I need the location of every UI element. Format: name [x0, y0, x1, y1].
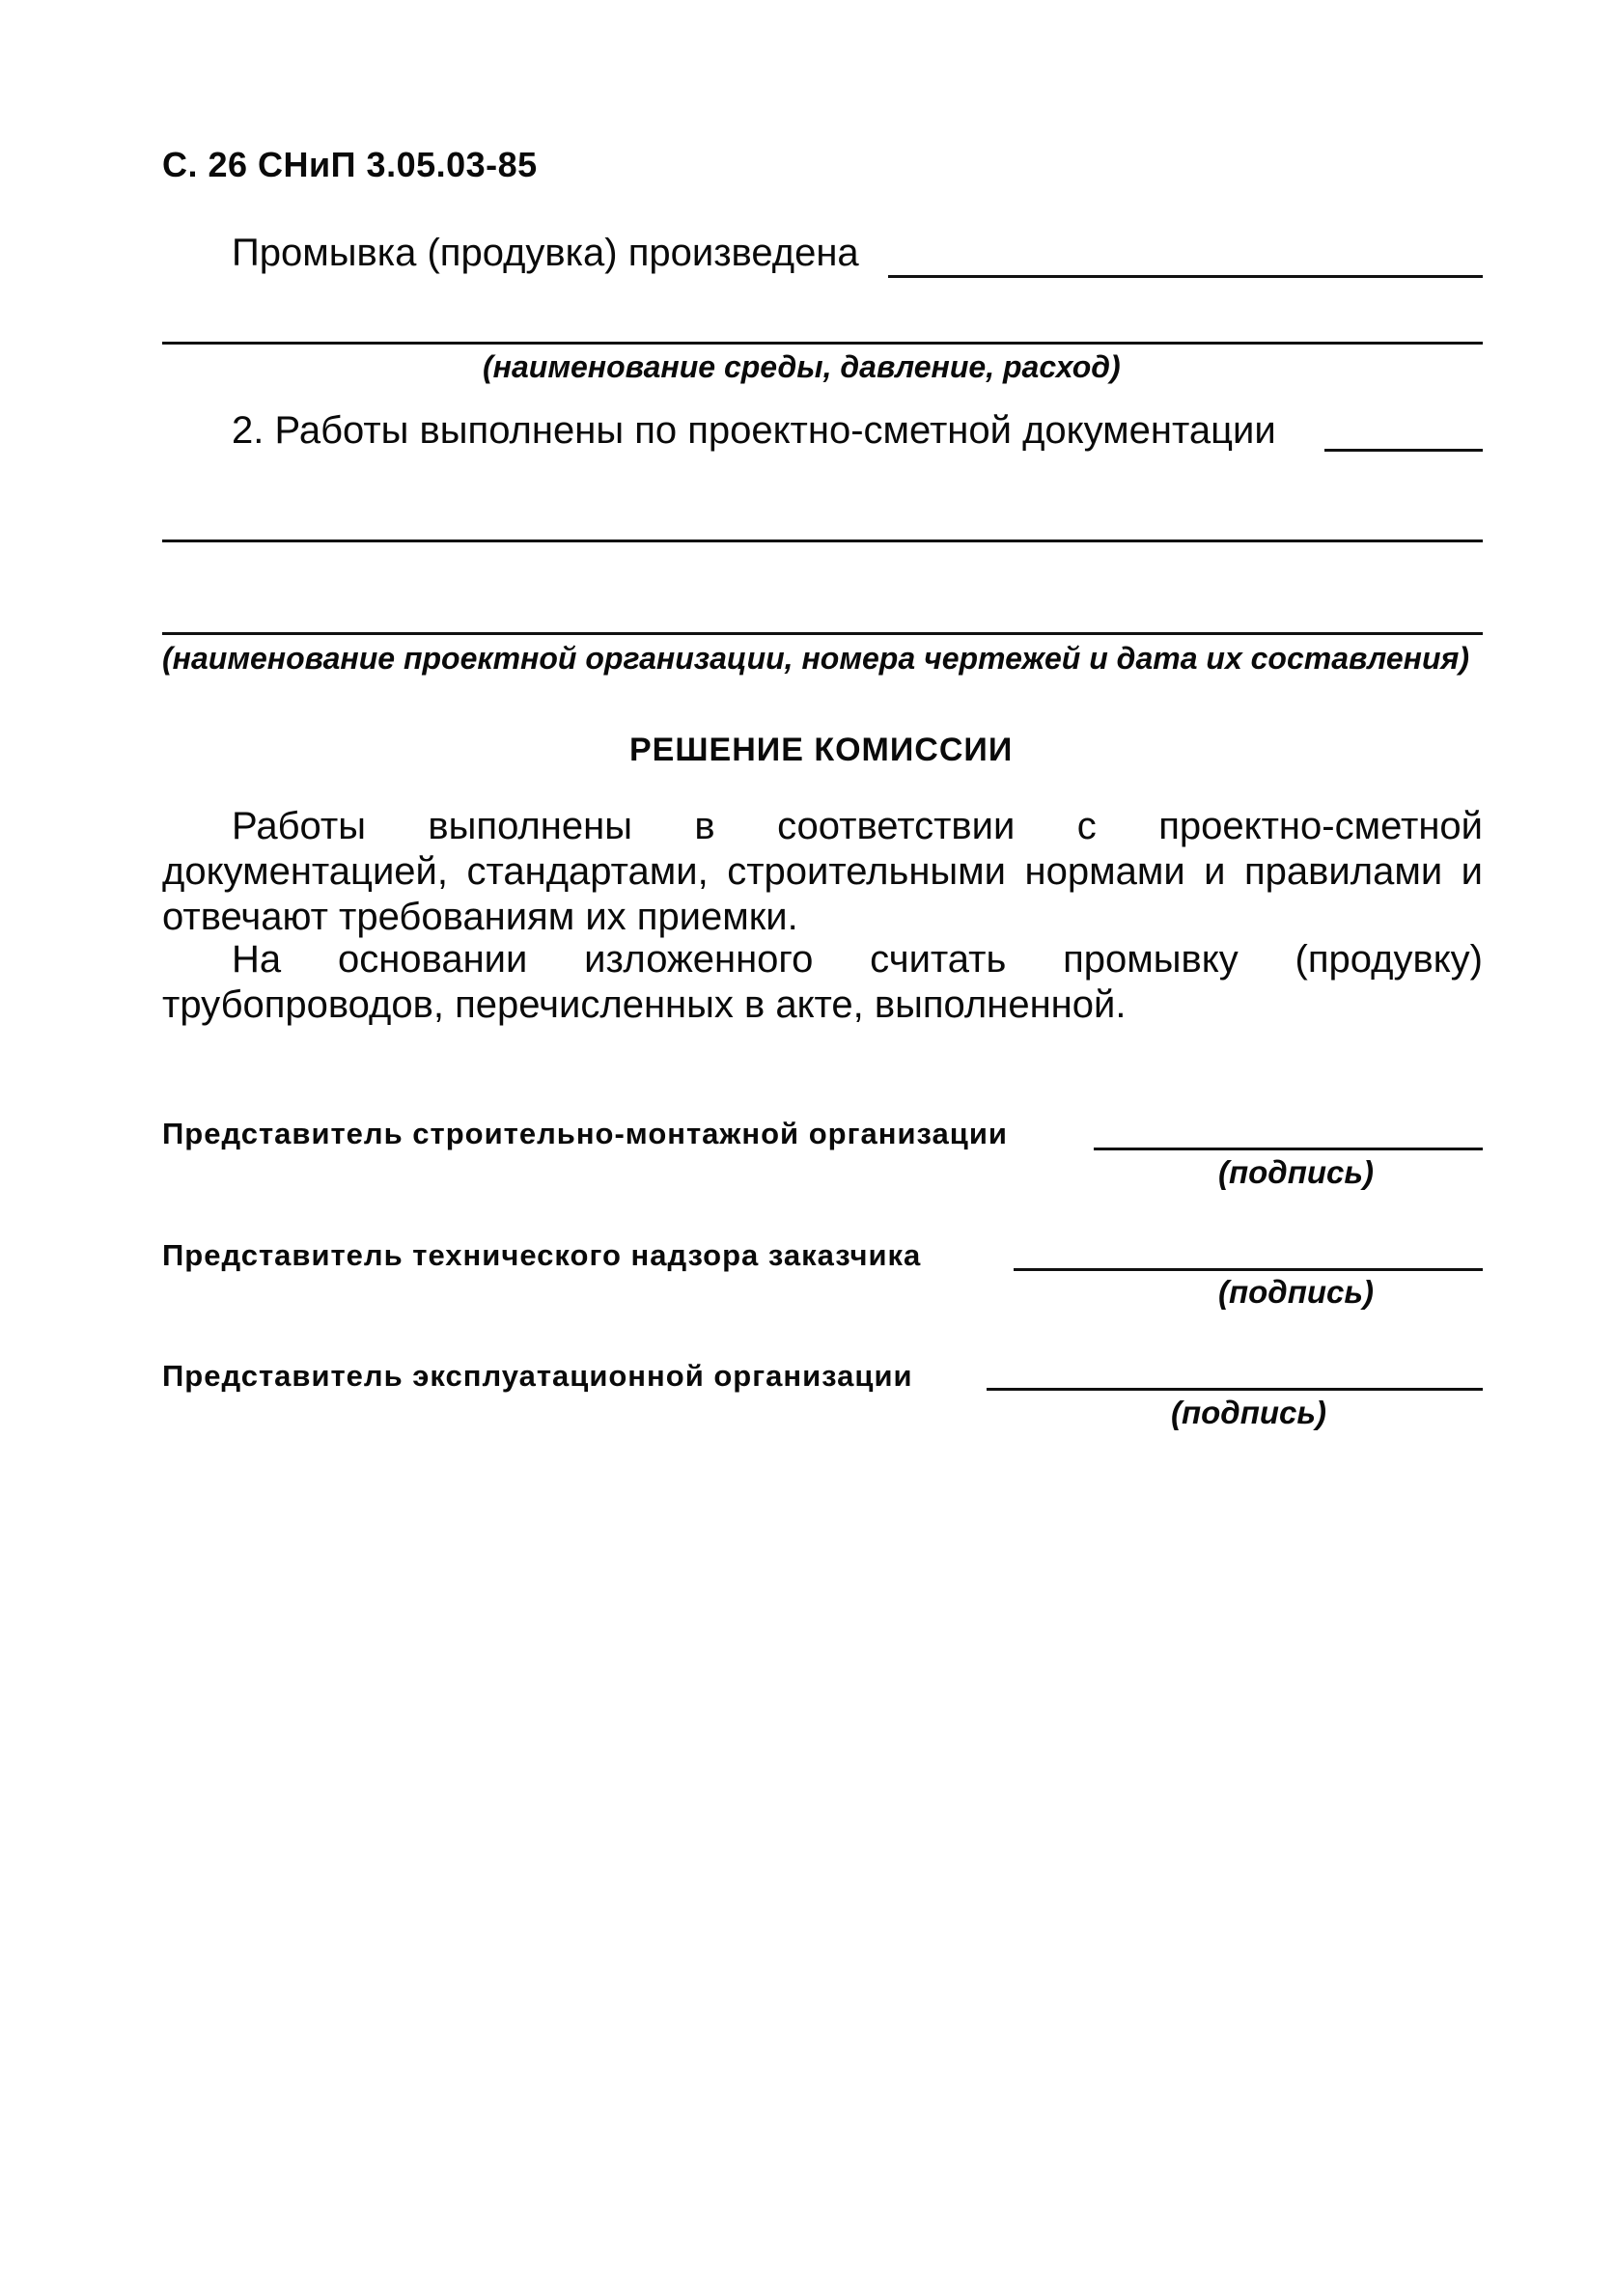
decision-paragraph-2: На основании изложенного считать промывку (продувку) трубопроводов, перечисленных в акте, выполненной. [162, 938, 1483, 1026]
works-line-2[interactable] [162, 539, 1483, 542]
flush-caption: (наименование среды, давление, расход) [483, 349, 1121, 384]
signature-caption-construction: (подпись) [1218, 1154, 1374, 1190]
decision-title: РЕШЕНИЕ КОМИССИИ [629, 732, 1014, 768]
works-line-3[interactable] [162, 632, 1483, 635]
works-input-line[interactable] [1324, 449, 1483, 452]
decision-paragraph-1: Работы выполнены в соответствии с проектно-сметной документацией, стандартами, строительными нормами и правилами и отвечают требованиям их приемки. [162, 805, 1483, 938]
signature-caption-operation: (подпись) [1171, 1395, 1326, 1430]
works-label: 2. Работы выполнены по проектно-сметной документации [232, 409, 1276, 452]
signature-caption-supervision: (подпись) [1218, 1274, 1374, 1310]
signature-line-operation[interactable] [987, 1388, 1483, 1391]
signature-label-operation: Представитель эксплуатационной организации [162, 1359, 913, 1393]
flush-label: Промывка (продувка) произведена [232, 232, 859, 274]
signature-line-construction[interactable] [1094, 1148, 1483, 1150]
signature-label-construction: Представитель строительно-монтажной организации [162, 1117, 1008, 1150]
signature-line-supervision[interactable] [1014, 1268, 1483, 1271]
page-header: С. 26 СНиП 3.05.03-85 [162, 145, 538, 184]
flush-continuation-line[interactable] [162, 342, 1483, 345]
works-caption: (наименование проектной организации, номера чертежей и дата их составления) [162, 641, 1469, 676]
flush-input-line[interactable] [888, 275, 1483, 278]
signature-label-supervision: Представитель технического надзора заказчика [162, 1238, 922, 1272]
